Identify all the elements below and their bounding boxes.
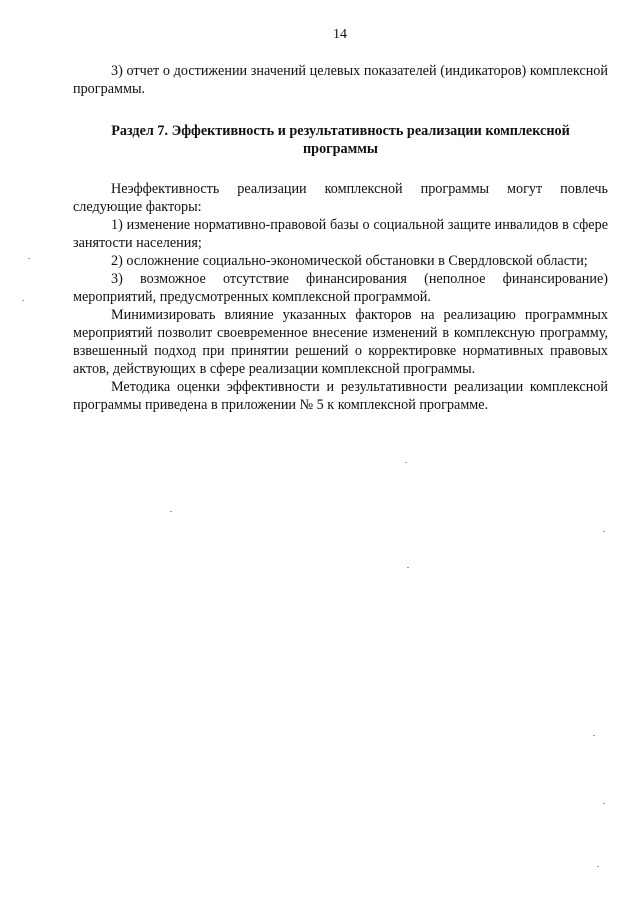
paragraph-factor-1: 1) изменение нормативно-правовой базы о социальной защите инвалидов в сфере занятости населения;	[73, 217, 608, 251]
paragraph-factors-intro: Неэффективность реализации комплексной программы могут повлечь следующие факторы:	[73, 181, 608, 215]
intro-paragraph: 3) отчет о достижении значений целевых показателей (индикаторов) комплексной программы.	[73, 63, 608, 97]
paragraph-factor-2: 2) осложнение социально-экономической обстановки в Свердловской области;	[111, 253, 588, 269]
paragraph-minimization: Минимизировать влияние указанных факторов на реализацию программных мероприятий позволит своевременное внесение изменений в комплексную программу, взвешенный подход при принятии решений о корректировке нормативных правовых актов, действующих в сфере реализации комплексной программы.	[73, 307, 608, 377]
scan-speck	[603, 531, 605, 532]
scan-speck	[593, 735, 595, 736]
scan-speck	[407, 567, 409, 568]
scan-speck	[405, 462, 407, 463]
scan-speck	[603, 803, 605, 804]
page-content	[73, 62, 608, 414]
paragraph-methodology: Методика оценки эффективности и результативности реализации комплексной программы приведена в приложении № 5 к комплексной программе.	[73, 379, 608, 413]
scan-speck	[170, 511, 172, 512]
scan-speck	[22, 300, 24, 301]
scan-speck	[28, 258, 30, 259]
section-heading: Раздел 7. Эффективность и результативность реализации комплексной программы	[111, 123, 570, 157]
page-number: 14	[333, 27, 347, 42]
paragraph-factor-3: 3) возможное отсутствие финансирования (неполное финансирование) мероприятий, предусмотренных комплексной программой.	[73, 271, 608, 305]
scan-speck	[597, 866, 599, 867]
